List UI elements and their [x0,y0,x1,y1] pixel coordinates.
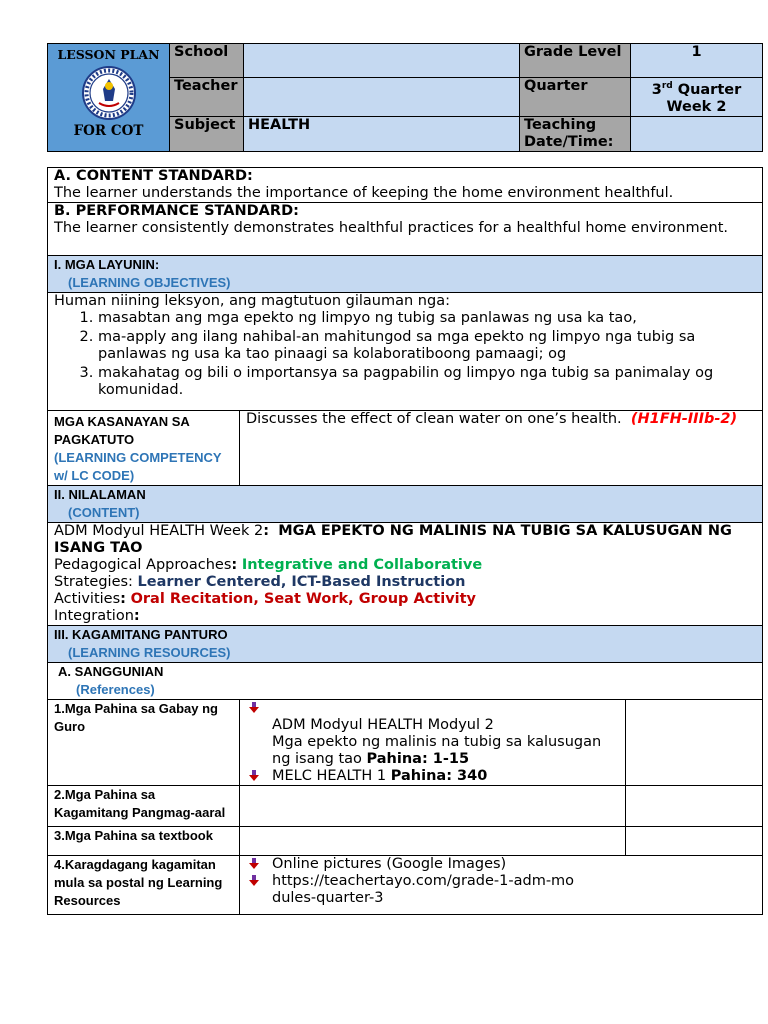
objective-item: 3. makahatag og bili o importansya sa pagpabilin og limpyo nga tubig sa panimalay og komunidad. [98,365,756,399]
quarter-suffix: rd [661,81,673,91]
reference-item [272,768,619,785]
lc-code: (H1FH-IIIb-2) [630,411,738,427]
reference-page: Pahina: 1-15 [366,751,470,767]
teaching-date-field[interactable] [631,116,763,151]
subject-field[interactable]: HEALTH [244,116,520,151]
lesson-plan-table [47,167,763,915]
references-title: A. SANGGUNIAN [58,664,164,679]
strategies-value: Learner Centered, ICT-Based Instruction [137,574,466,590]
content-standard-row [48,168,763,203]
resources-subtitle: (LEARNING RESOURCES) [68,645,231,660]
resources-header-row [48,626,763,663]
school-field[interactable] [244,44,520,78]
quarter-number: 3 [651,81,662,98]
resources-title: III. KAGAMITANG PANTURO [54,627,228,642]
reference-value-cell [240,786,626,827]
quarter-label: Quarter [520,78,631,117]
approach-value: Integrative and Collaborative [241,557,483,573]
reference-page: Pahina: 340 [390,768,488,784]
activities-line [54,591,756,608]
reference-text: MELC HEALTH 1 [272,768,391,784]
quarter-value[interactable] [631,78,763,117]
quarter-rest: Quarter Week 2 [666,81,742,115]
objectives-intro: Human niining leksyon, ang magtutuon gilauman nga: [54,293,450,309]
down-arrow-bullet-icon [248,702,260,714]
school-label: School [170,44,244,78]
adm-module-line [54,523,756,557]
objectives-subtitle: (LEARNING OBJECTIVES) [68,275,231,290]
reference-row [48,827,763,856]
reference-text: ADM Modyul HEALTH Modyul 2 Mga epekto ng malinis na tubig sa kalusugan ng isang tao [272,717,602,767]
approach-label: Pedagogical Approaches [54,557,232,573]
references-header-row [48,663,763,700]
grade-level-label: Grade Level [520,44,631,78]
reference-link[interactable]: https://teachertayo.com/grade-1-adm-modules-quarter-3 [272,873,575,906]
down-arrow-bullet-icon [248,858,260,870]
objectives-row [48,293,763,411]
grade-level-value[interactable]: 1 [631,44,763,78]
reference-label: 4.Karagdagang kagamitan mula sa postal ng Learning Resources [54,857,223,908]
down-arrow-bullet-icon [248,875,260,887]
integration-colon: : [133,608,140,624]
content-subtitle: (CONTENT) [68,505,140,520]
adm-colon: : [263,523,270,539]
teacher-field[interactable] [244,78,520,117]
reference-notes-cell [626,786,763,827]
competency-label: MGA KASANAYAN SA PAGKATUTO [54,414,190,447]
strategies-label: Strategies: [54,574,138,590]
reference-row [48,856,763,915]
references-subtitle: (References) [76,682,155,697]
teacher-label: Teacher [170,78,244,117]
reference-row [48,700,763,786]
competency-row [48,411,763,486]
content-row [48,523,763,626]
reference-item [272,856,756,873]
down-arrow-bullet-icon [248,770,260,782]
approach-colon: : [231,557,238,573]
for-cot-title: FOR COT [73,123,144,139]
lesson-plan-title: LESSON PLAN [57,47,160,62]
performance-standard-text: The learner consistently demonstrates healthful practices for a healthful home environment. [54,220,729,236]
competency-sublabel: (LEARNING COMPETENCY w/ LC CODE) [54,450,222,483]
activities-value: Oral Recitation, Seat Work, Group Activity [130,591,477,607]
reference-label: 1.Mga Pahina sa Gabay ng Guro [54,701,218,734]
competency-text: Discusses the effect of clean water on one’s health. [246,411,622,427]
integration-line [54,608,756,625]
activities-colon: : [120,591,126,607]
reference-list [246,700,619,785]
objectives-title: I. MGA LAYUNIN: [54,257,160,272]
reference-row [48,786,763,827]
reference-label: 2.Mga Pahina sa Kagamitang Pangmag-aaral [54,787,226,820]
reference-value-cell [240,827,626,856]
teaching-date-label: Teaching Date/Time: [520,116,631,151]
reference-item [272,700,619,768]
content-standard-title: A. CONTENT STANDARD: [54,168,253,184]
content-standard-text: The learner understands the importance of keeping the home environment healthful. [54,185,674,201]
activities-label: Activities [54,591,121,607]
performance-standard-row [48,203,763,256]
logo-cell [48,44,170,152]
subject-label: Subject [170,116,244,151]
reference-text: Online pictures (Google Images) [272,856,507,872]
performance-standard-title: B. PERFORMANCE STANDARD: [54,203,299,219]
reference-link-item[interactable] [272,873,756,907]
reference-list [246,856,756,907]
objective-item: 1. masabtan ang mga epekto ng limpyo ng tubig sa panlawas ng usa ka tao, [98,310,756,327]
reference-notes-cell [626,700,763,786]
content-header-row [48,486,763,523]
reference-notes-cell [626,827,763,856]
deped-seal-icon [77,65,141,121]
adm-prefix: ADM Modyul HEALTH Week 2 [54,523,264,539]
content-title: II. NILALAMAN [54,487,146,502]
strategies-line [54,574,756,591]
objective-item: 2. ma-apply ang ilang nahibal-an mahitungod sa mga epekto ng limpyo nga tubig sa panlawas ng usa ka tao pinaagi sa kolaboratiboong pamaagi; og [98,329,756,363]
adm-title: MGA EPEKTO NG MALINIS NA TUBIG SA KALUSUGAN NG ISANG TAO [54,523,732,556]
integration-label: Integration [54,608,134,624]
objectives-list [54,310,756,399]
objectives-header-row [48,256,763,293]
reference-label: 3.Mga Pahina sa textbook [54,828,213,843]
approach-line [54,557,756,574]
header-table [47,43,763,152]
